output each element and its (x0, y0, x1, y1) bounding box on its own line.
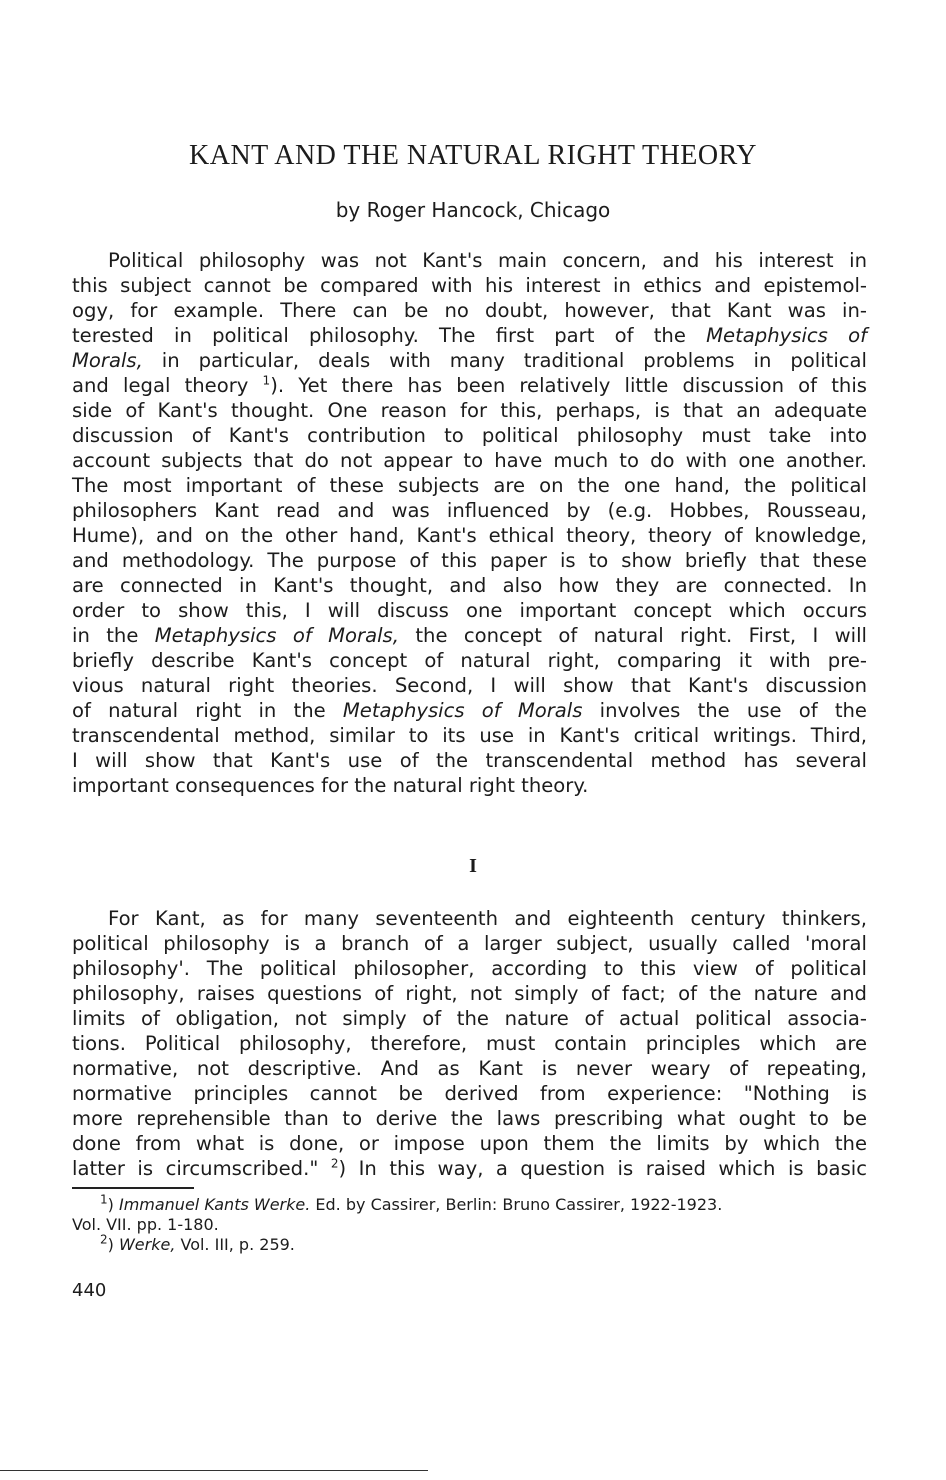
scan-edge-line (0, 1470, 428, 1471)
section-paragraph (72, 906, 867, 1181)
book-title-italic: Morals, (72, 349, 143, 372)
text-line: normative principles cannot be derived from experience: "Nothing is (72, 1082, 867, 1105)
footnote-1: $^1$) Immanuel Kants Werke. Ed. by Cassirer, Berlin: Bruno Cassirer, 1922-1923. (100, 1192, 723, 1214)
text-line: and methodology. The purpose of this paper is to show briefly that these (72, 549, 867, 572)
text-line: in the Metaphysics of Morals, the concept of natural right. First, I will (72, 624, 867, 647)
text-line: transcendental method, similar to its use in Kant's critical writings. Third, (72, 724, 867, 747)
text-line: philosophy, raises questions of right, not simply of fact; of the nature and (72, 982, 867, 1005)
footnote-ref: 1 (262, 373, 271, 388)
text-line: political philosophy is a branch of a larger subject, usually called 'moral (72, 932, 867, 955)
text-line: more reprehensible than to derive the laws prescribing what ought to be (72, 1107, 867, 1130)
text-line: order to show this, I will discuss one important concept which occurs (72, 599, 867, 622)
text-line: normative, not descriptive. And as Kant is never weary of repeating, (72, 1057, 867, 1080)
text-line: this subject cannot be compared with his interest in ethics and epistemol- (72, 274, 867, 297)
footnote-2: $^2$) Werke, Vol. III, p. 259. (100, 1232, 295, 1254)
author-byline: by Roger Hancock, Chicago (335, 198, 611, 222)
text-line: briefly describe Kant's concept of natural right, comparing it with pre- (72, 649, 867, 672)
text-line: Morals, in particular, deals with many traditional problems in political (72, 349, 867, 372)
text-line: philosophers Kant read and was influenced by (e.g. Hobbes, Rousseau, (72, 499, 867, 522)
book-title-italic: Metaphysics of Morals (342, 699, 583, 722)
text-line: limits of obligation, not simply of the nature of actual political associa- (72, 1007, 867, 1030)
text-line: ogy, for example. There can be no doubt, however, that Kant was in- (72, 299, 867, 322)
text-line: philosophy'. The political philosopher, according to this view of political (72, 957, 867, 980)
text-line: discussion of Kant's contribution to political philosophy must take into (72, 424, 867, 447)
footnote-1-continuation: Vol. VII. pp. 1-180. (72, 1215, 219, 1234)
text-line: done from what is done, or impose upon them the limits by which the (72, 1132, 867, 1155)
footnote-marker: 2 (100, 1232, 108, 1247)
text-line: The most important of these subjects are on the one hand, the political (72, 474, 867, 497)
text-line: important consequences for the natural right theory. (72, 774, 589, 797)
text-line: terested in political philosophy. The first part of the Metaphysics of (72, 324, 867, 347)
footnote-ref: 2 (330, 1156, 339, 1171)
intro-paragraph (72, 248, 867, 798)
text-line: account subjects that do not appear to have much to do with one another. (72, 449, 867, 472)
footnote-divider (72, 1187, 194, 1189)
text-line: side of Kant's thought. One reason for this, perhaps, is that an adequate (72, 399, 867, 422)
text-line: For Kant, as for many seventeenth and eighteenth century thinkers, (108, 907, 867, 930)
text-line: vious natural right theories. Second, I will show that Kant's discussion (72, 674, 867, 697)
text-line: I will show that Kant's use of the transcendental method has several (72, 749, 867, 772)
section-heading: I (469, 855, 477, 877)
text-line: Hume), and on the other hand, Kant's ethical theory, theory of knowledge, (72, 524, 867, 547)
text-line: and legal theory $^1$). Yet there has been relatively little discussion of this (72, 373, 867, 397)
text-line: tions. Political philosophy, therefore, must contain principles which are (72, 1032, 867, 1055)
article-title: KANT AND THE NATURAL RIGHT THEORY (189, 140, 757, 171)
text-line: are connected in Kant's thought, and also how they are connected. In (72, 574, 867, 597)
text-line: of natural right in the Metaphysics of Morals involves the use of the (72, 699, 867, 722)
book-title-italic: Metaphysics of (706, 324, 867, 347)
text-line: Political philosophy was not Kant's main concern, and his interest in (108, 249, 867, 272)
text-line: latter is circumscribed." $^2$) In this way, a question is raised which is basic (72, 1156, 867, 1180)
footnotes (72, 1192, 867, 1255)
footnote-marker: 1 (100, 1192, 108, 1207)
book-title-italic: Metaphysics of Morals, (154, 624, 399, 647)
page-number: 440 (72, 1280, 107, 1301)
